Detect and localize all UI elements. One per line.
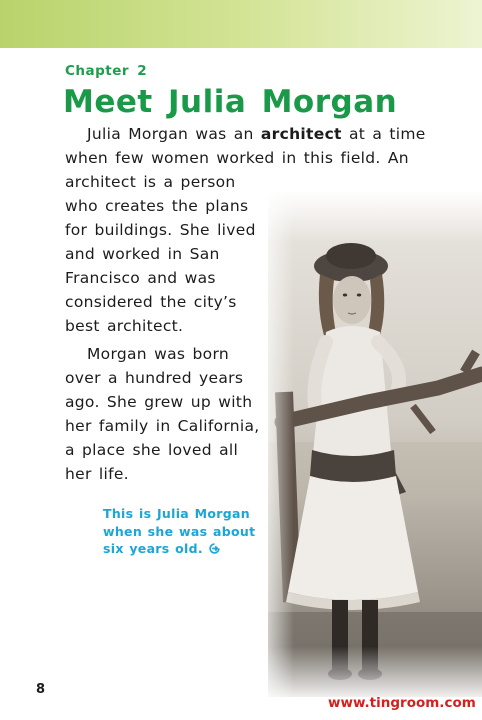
caption-line-1: This is Julia Morgan [103,506,250,521]
paragraph-2-line-4: her family in California, [65,417,260,435]
glossary-term-architect: architect [260,125,342,143]
header-band [0,0,482,48]
paragraph-2-line-6: her life. [65,465,129,483]
paragraph-2-line-5: a place she loved all [65,441,239,459]
photo-caption [103,505,255,558]
paragraph-1-line-2: when few women worked in this field. An [65,149,409,167]
watermark: www.tingroom.com [328,695,476,711]
paragraph-2 [65,342,260,486]
circle-arrow-right-icon [209,543,220,554]
paragraph-1-line-1: Julia Morgan was an architect at a time [87,125,426,143]
paragraph-2-line-1: Morgan was born [87,345,229,363]
chapter-title: Meet Julia Morgan [63,84,398,120]
paragraph-1-line-4: who creates the plans [65,197,249,215]
caption-line-2: when she was about [103,523,256,539]
caption-line-3: six years old. [103,540,255,558]
page-number: 8 [36,682,46,697]
paragraph-2-line-2: over a hundred years [65,369,244,387]
julia-morgan-photo [268,192,482,697]
paragraph-2-line-3: ago. She grew up with [65,393,253,411]
chapter-label: Chapter 2 [65,63,148,79]
paragraph-1-line-3: architect is a person [65,173,236,191]
vintage-portrait-image [268,192,482,697]
paragraph-1-line-8: considered the city’s [65,293,237,311]
paragraph-1-line-5: for buildings. She lived [65,221,256,239]
paragraph-1-line-7: Francisco and was [65,269,216,287]
paragraph-1-line-9: best architect. [65,317,184,335]
paragraph-1-line-6: and worked in San [65,245,220,263]
